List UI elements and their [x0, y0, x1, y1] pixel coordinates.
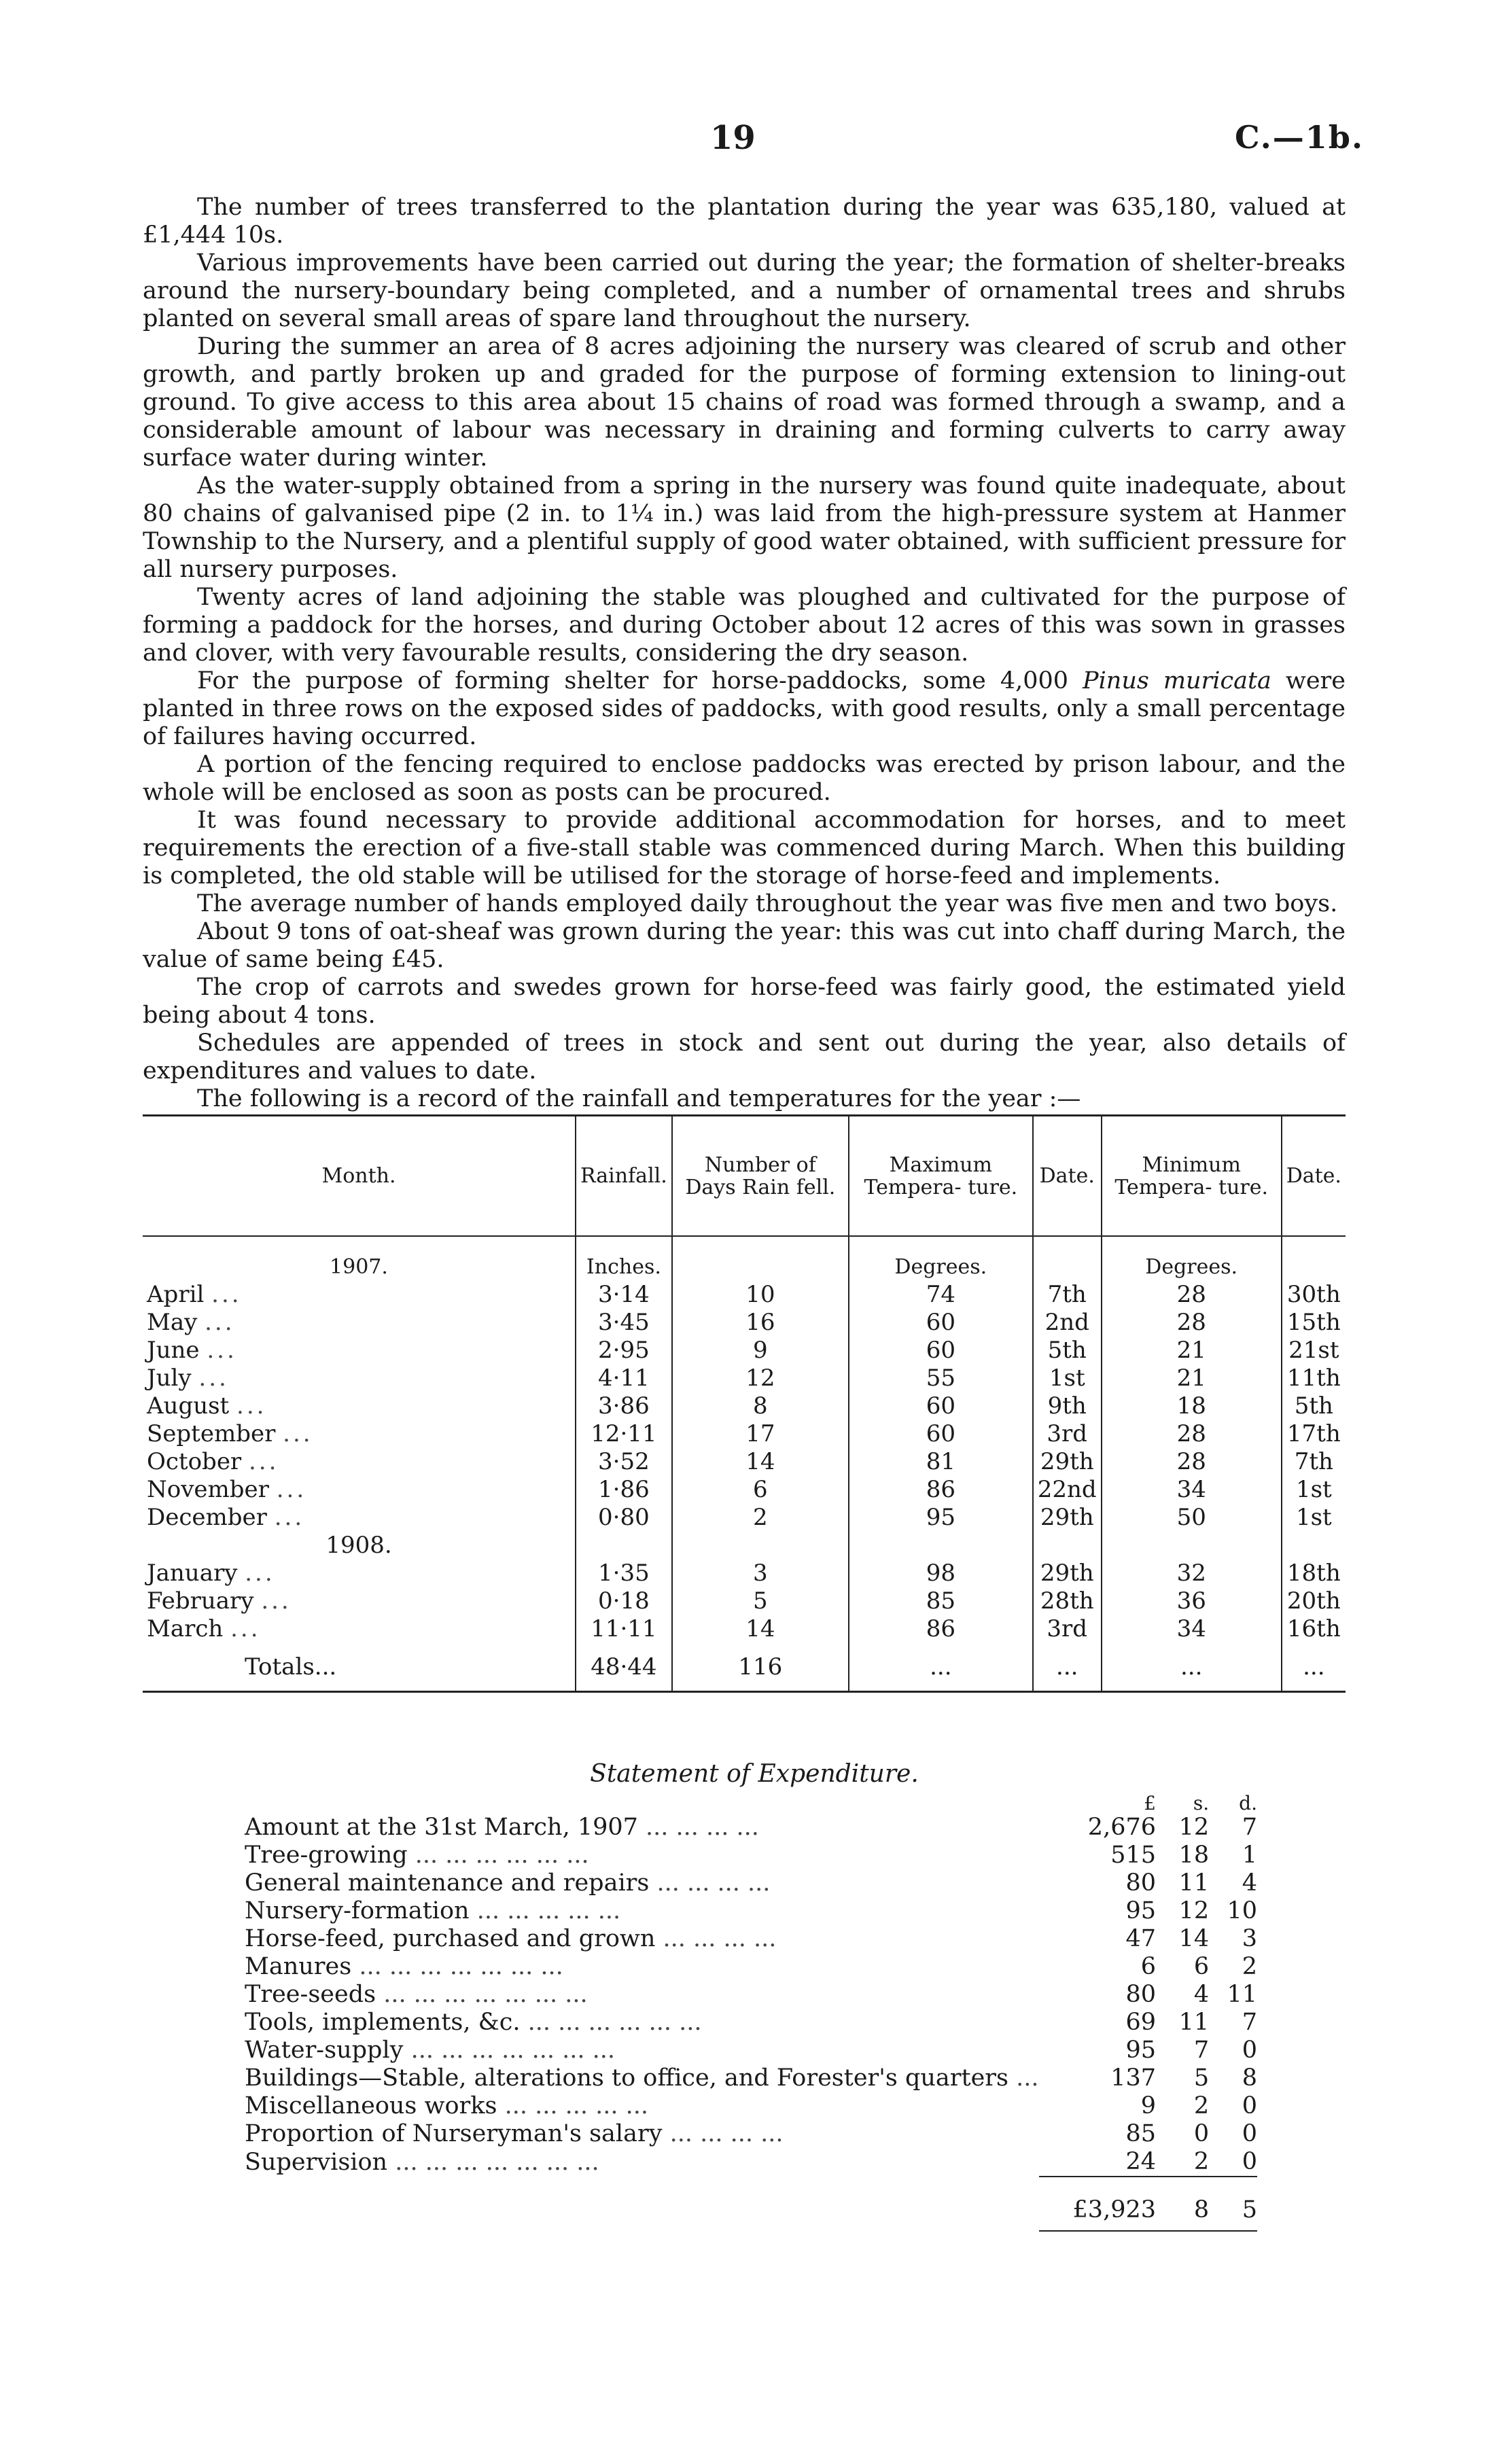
expense-pence: 7	[1242, 2009, 1257, 2036]
min-temp-cell: 18	[1102, 1392, 1282, 1420]
expense-row: Supervision ... ... ... ... ... ... ... 24 2 0	[245, 2148, 1257, 2176]
month-cell: July ...	[147, 1365, 229, 1392]
totals-label: Totals...	[143, 1643, 576, 1692]
max-date-cell: 7th	[1033, 1281, 1102, 1309]
expense-row: Tree-seeds ... ... ... ... ... ... ... 80 4 11	[245, 1981, 1257, 2008]
expense-pounds: 47	[1125, 1925, 1156, 1952]
header-min-temp: Minimum Tempera- ture.	[1102, 1116, 1282, 1237]
rain-days-cell: 5	[672, 1587, 849, 1615]
header-rainfall: Rainfall.	[576, 1116, 672, 1237]
expense-label: Water-supply	[245, 2037, 404, 2064]
pence-header: d.	[1239, 1792, 1257, 1814]
paragraph: It was found necessary to provide additional accommodation for horses, and to meet requirements the erection of a five-stall stable was commenced during March. When this building is completed, the old stable will be utilised for the storage of horse-feed and implements.	[143, 807, 1346, 890]
paragraph: About 9 tons of oat-sheaf was grown during the year: this was cut into chaff during March, the value of same being £45.	[143, 918, 1346, 973]
min-temp-cell: 28	[1102, 1420, 1282, 1448]
total-max-temp: ...	[849, 1643, 1033, 1692]
table-row	[143, 1420, 1346, 1448]
min-temp-cell: 28	[1102, 1448, 1282, 1476]
rainfall-cell: 3·14	[576, 1281, 672, 1309]
table-row	[143, 1337, 1346, 1365]
expense-pence: 11	[1227, 1981, 1257, 2008]
paragraph: The crop of carrots and swedes grown for horse-feed was fairly good, the estimated yield being about 4 tons.	[143, 974, 1346, 1029]
max-temp-cell: 60	[849, 1337, 1033, 1365]
max-temp-cell: 86	[849, 1476, 1033, 1504]
expense-row: Amount at the 31st March, 1907 ... ... ... ... 2,676 12 7	[245, 1814, 1257, 1841]
expense-pounds: 80	[1125, 1869, 1156, 1897]
month-cell: November ...	[147, 1476, 307, 1503]
page-number: 19	[710, 119, 756, 157]
expense-pence: 10	[1227, 1897, 1257, 1924]
rainfall-cell: 3·86	[576, 1392, 672, 1420]
paragraph	[143, 667, 1346, 751]
month-cell: August ...	[147, 1392, 267, 1420]
month-cell: October ...	[147, 1448, 279, 1475]
expense-row: Tools, implements, &c. ... ... ... ... ... ... 69 11 7	[245, 2009, 1257, 2036]
rainfall-cell: 3·52	[576, 1448, 672, 1476]
min-temp-cell: 28	[1102, 1281, 1282, 1309]
total-shillings: 8	[1156, 2177, 1209, 2231]
table-row	[143, 1615, 1346, 1643]
expense-row: General maintenance and repairs ... ... ... ... 80 11 4	[245, 1869, 1257, 1897]
expense-pence: 0	[1242, 2092, 1257, 2119]
expense-pence: 0	[1242, 2120, 1257, 2147]
rain-days-cell: 10	[672, 1281, 849, 1309]
paragraph: The number of trees transferred to the plantation during the year was 635,180, valued at £1,444 10s.	[143, 194, 1346, 249]
document-reference: C.—1b.	[1234, 119, 1364, 156]
expense-shillings: 14	[1178, 1925, 1210, 1952]
min-date-cell: 11th	[1282, 1365, 1346, 1392]
max-temp-cell: 98	[849, 1560, 1033, 1587]
month-cell: June ...	[147, 1337, 237, 1364]
expense-label: Nursery-formation	[245, 1897, 470, 1924]
table-row	[143, 1392, 1346, 1420]
max-temp-cell: 60	[849, 1392, 1033, 1420]
rainfall-cell: 1·35	[576, 1560, 672, 1587]
rain-days-cell: 14	[672, 1615, 849, 1643]
rain-days-cell: 8	[672, 1392, 849, 1420]
paragraph: Various improvements have been carried out during the year; the formation of shelter-breaks around the nursery-boundary being completed, and a number of ornamental trees and shrubs planted on several small areas of spare land throughout the nursery.	[143, 249, 1346, 332]
expense-pence: 8	[1242, 2064, 1257, 2092]
min-temp-cell: 36	[1102, 1587, 1282, 1615]
month-cell: February ...	[147, 1587, 292, 1615]
expense-label: Amount at the 31st March, 1907	[245, 1814, 638, 1841]
expense-row: Horse-feed, purchased and grown ... ... ... ... 47 14 3	[245, 1925, 1257, 1952]
rain-days-cell: 12	[672, 1365, 849, 1392]
expense-label: Proportion of Nurseryman's salary	[245, 2120, 663, 2147]
paragraph: During the summer an area of 8 acres adjoining the nursery was cleared of scrub and other growth, and partly broken up and graded for the purpose of forming extension to lining-out ground. To give access to this area about 15 chains of road was formed through a swamp, and a considerable amount of labour was necessary in draining and forming culverts to carry away surface water during winter.	[143, 333, 1346, 472]
month-cell: May ...	[147, 1309, 235, 1336]
rainfall-temperature-table	[143, 1114, 1346, 1693]
total-min-date: ...	[1282, 1643, 1346, 1692]
max-temp-cell: 86	[849, 1615, 1033, 1643]
expense-shillings: 18	[1178, 1842, 1210, 1869]
expense-shillings: 12	[1178, 1897, 1210, 1924]
min-temp-cell: 34	[1102, 1615, 1282, 1643]
header-min-date: Date.	[1282, 1116, 1346, 1237]
table-row	[143, 1560, 1346, 1587]
expense-shillings: 4	[1193, 1981, 1210, 2008]
rainfall-cell: 2·95	[576, 1337, 672, 1365]
expense-pounds: 137	[1110, 2064, 1156, 2092]
expense-pence: 7	[1242, 1814, 1257, 1841]
max-date-cell: 29th	[1033, 1504, 1102, 1532]
expense-total-row	[245, 2177, 1257, 2231]
expense-label: Tools, implements, &c.	[245, 2009, 521, 2036]
rainfall-cell: 3·45	[576, 1309, 672, 1337]
expense-row: Miscellaneous works ... ... ... ... ... 9 2 0	[245, 2092, 1257, 2119]
rainfall-cell: 1·86	[576, 1476, 672, 1504]
max-temp-cell: 95	[849, 1504, 1033, 1532]
paragraph: Twenty acres of land adjoining the stable was ploughed and cultivated for the purpose of forming a paddock for the horses, and during October about 12 acres of this was sown in grasses and clover, with very favourable results, considering the dry season.	[143, 584, 1346, 667]
expense-label: Supervision	[245, 2148, 388, 2176]
total-pounds: £3,923	[1039, 2177, 1156, 2231]
min-temp-cell: 34	[1102, 1476, 1282, 1504]
month-cell: April ...	[147, 1281, 242, 1308]
expense-pence: 1	[1242, 1842, 1257, 1869]
species-name: Pinus muricata	[1083, 667, 1271, 694]
table-row	[143, 1504, 1346, 1532]
max-date-cell: 5th	[1033, 1337, 1102, 1365]
max-temp-cell: 60	[849, 1420, 1033, 1448]
expense-shillings: 11	[1178, 1869, 1210, 1897]
expense-pounds: 80	[1125, 1981, 1156, 2008]
min-date-cell: 21st	[1282, 1337, 1346, 1365]
rainfall-cell: 11·11	[576, 1615, 672, 1643]
expense-pounds: 95	[1125, 1897, 1156, 1924]
min-date-cell: 16th	[1282, 1615, 1346, 1643]
rain-days-cell: 16	[672, 1309, 849, 1337]
expense-label: Tree-seeds	[245, 1981, 376, 2008]
expense-label: Buildings—Stable, alterations to office, and Forester's quarters	[245, 2064, 1008, 2092]
expense-pence: 0	[1242, 2037, 1257, 2064]
paragraph-text: For the purpose of forming shelter for horse-paddocks, some 4,000	[197, 667, 1069, 694]
paragraph: Schedules are appended of trees in stock and sent out during the year, also details of expenditures and values to date.	[143, 1029, 1346, 1085]
expense-row: Buildings—Stable, alterations to office, and Forester's quarters ... 137 5 8	[245, 2064, 1257, 2092]
min-date-cell: 15th	[1282, 1309, 1346, 1337]
expense-row: Water-supply ... ... ... ... ... ... ... 95 7 0	[245, 2037, 1257, 2064]
rain-days-cell: 6	[672, 1476, 849, 1504]
max-date-cell: 22nd	[1033, 1476, 1102, 1504]
expense-label: Tree-growing	[245, 1842, 408, 1869]
expense-row: Tree-growing ... ... ... ... ... ... 515 18 1	[245, 1842, 1257, 1869]
expenditure-title: Statement of Expenditure.	[590, 1760, 919, 1788]
expense-pounds: 24	[1125, 2148, 1156, 2175]
expense-pounds: 95	[1125, 2037, 1156, 2064]
total-rainfall: 48·44	[576, 1643, 672, 1692]
max-date-cell: 2nd	[1033, 1309, 1102, 1337]
rainfall-cell: 0·80	[576, 1504, 672, 1532]
min-date-cell: 17th	[1282, 1420, 1346, 1448]
rainfall-cell: 12·11	[576, 1420, 672, 1448]
expense-shillings: 0	[1193, 2120, 1210, 2147]
table-row	[143, 1365, 1346, 1392]
paragraph: A portion of the fencing required to enclose paddocks was erected by prison labour, and the whole will be enclosed as soon as posts can be procured.	[143, 751, 1346, 806]
page-header	[0, 119, 1493, 166]
max-temp-cell: 81	[849, 1448, 1033, 1476]
max-temp-cell: 60	[849, 1309, 1033, 1337]
min-temp-cell: 32	[1102, 1560, 1282, 1587]
expense-shillings: 12	[1178, 1814, 1210, 1841]
month-cell: March ...	[147, 1615, 261, 1642]
month-cell: September ...	[147, 1420, 313, 1447]
total-rain-days: 116	[672, 1643, 849, 1692]
paragraph: The average number of hands employed daily throughout the year was five men and two boys.	[197, 890, 1338, 917]
totals-row	[143, 1643, 1346, 1692]
year-label: 1907.	[330, 1255, 388, 1279]
rainfall-cell: 4·11	[576, 1365, 672, 1392]
min-date-cell: 30th	[1282, 1281, 1346, 1309]
expense-row: Nursery-formation ... ... ... ... ... 95 12 10	[245, 1897, 1257, 1924]
max-temp-cell: 55	[849, 1365, 1033, 1392]
expense-pounds: 6	[1140, 1953, 1156, 1980]
table-row	[143, 1587, 1346, 1615]
table-row	[143, 1476, 1346, 1504]
rain-days-cell: 14	[672, 1448, 849, 1476]
table-row	[143, 1448, 1346, 1476]
max-date-cell: 29th	[1033, 1448, 1102, 1476]
expense-label: General maintenance and repairs	[245, 1869, 650, 1897]
max-date-cell: 3rd	[1033, 1615, 1102, 1643]
unit-max-temp: Degrees.	[849, 1236, 1033, 1281]
year-label: 1908.	[326, 1532, 392, 1559]
expense-label: Manures	[245, 1953, 352, 1980]
expense-shillings: 7	[1193, 2037, 1210, 2064]
unit-rainfall: Inches.	[576, 1236, 672, 1281]
month-cell: December ...	[147, 1504, 305, 1531]
expense-pounds: 85	[1125, 2120, 1156, 2147]
max-date-cell: 9th	[1033, 1392, 1102, 1420]
paragraph: As the water-supply obtained from a spring in the nursery was found quite inadequate, about 80 chains of galvanised pipe (2 in. to 1¼ in.) was laid from the high-pressure system at Hanmer Township to the Nursery, and a plentiful supply of good water obtained, with sufficient pressure for all nursery purposes.	[143, 472, 1346, 583]
min-temp-cell: 50	[1102, 1504, 1282, 1532]
max-temp-cell: 74	[849, 1281, 1033, 1309]
expense-pounds: 69	[1125, 2009, 1156, 2036]
expense-pence: 3	[1242, 1925, 1257, 1952]
expense-pounds: 9	[1140, 2092, 1156, 2119]
paragraph-text: were planted in three rows on the exposed sides of paddocks, with good results, only a small percentage of failures having occurred.	[143, 667, 1346, 750]
expense-shillings: 5	[1193, 2064, 1210, 2092]
header-month: Month.	[143, 1116, 576, 1237]
expenditure-statement	[245, 1760, 1264, 2232]
expense-row: Proportion of Nurseryman's salary ... ... ... ... 85 0 0	[245, 2120, 1257, 2147]
month-cell: January ...	[147, 1560, 275, 1587]
header-max-temp: Maximum Tempera- ture.	[849, 1116, 1033, 1237]
rain-days-cell: 9	[672, 1337, 849, 1365]
min-date-cell: 7th	[1282, 1448, 1346, 1476]
paragraph: The following is a record of the rainfall and temperatures for the year :—	[197, 1085, 1081, 1112]
expense-pence: 0	[1242, 2148, 1257, 2175]
max-date-cell: 29th	[1033, 1560, 1102, 1587]
expense-shillings: 6	[1193, 1953, 1210, 1980]
min-date-cell: 5th	[1282, 1392, 1346, 1420]
min-temp-cell: 21	[1102, 1365, 1282, 1392]
expense-pounds: 515	[1110, 1842, 1156, 1869]
expense-shillings: 2	[1193, 2148, 1210, 2175]
expense-label: Miscellaneous works	[245, 2092, 497, 2119]
expense-pence: 2	[1242, 1953, 1257, 1980]
rainfall-cell: 0·18	[576, 1587, 672, 1615]
rain-days-cell: 3	[672, 1560, 849, 1587]
expense-shillings: 2	[1193, 2092, 1210, 2119]
min-date-cell: 1st	[1282, 1476, 1346, 1504]
table-row	[143, 1281, 1346, 1309]
min-temp-cell: 21	[1102, 1337, 1282, 1365]
min-temp-cell: 28	[1102, 1309, 1282, 1337]
max-date-cell: 1st	[1033, 1365, 1102, 1392]
max-date-cell: 3rd	[1033, 1420, 1102, 1448]
rain-days-cell: 17	[672, 1420, 849, 1448]
unit-min-temp: Degrees.	[1102, 1236, 1282, 1281]
expense-pounds: 2,676	[1087, 1814, 1156, 1841]
rain-days-cell: 2	[672, 1504, 849, 1532]
expense-label: Horse-feed, purchased and grown	[245, 1925, 656, 1952]
expense-row: Manures ... ... ... ... ... ... ... 6 6 2	[245, 1953, 1257, 1980]
min-date-cell: 20th	[1282, 1587, 1346, 1615]
report-body	[143, 194, 1346, 1113]
expense-shillings: 11	[1178, 2009, 1210, 2036]
header-rain-days: Number of Days Rain fell.	[672, 1116, 849, 1237]
max-date-cell: 28th	[1033, 1587, 1102, 1615]
min-date-cell: 18th	[1282, 1560, 1346, 1587]
shillings-header: s.	[1193, 1792, 1210, 1814]
pounds-header: £	[1144, 1792, 1156, 1814]
total-min-temp: ...	[1102, 1643, 1282, 1692]
min-date-cell: 1st	[1282, 1504, 1346, 1532]
header-max-date: Date.	[1033, 1116, 1102, 1237]
max-temp-cell: 85	[849, 1587, 1033, 1615]
total-pence: 5	[1209, 2177, 1257, 2231]
expense-pence: 4	[1242, 1869, 1257, 1897]
total-max-date: ...	[1033, 1643, 1102, 1692]
table-row	[143, 1309, 1346, 1337]
